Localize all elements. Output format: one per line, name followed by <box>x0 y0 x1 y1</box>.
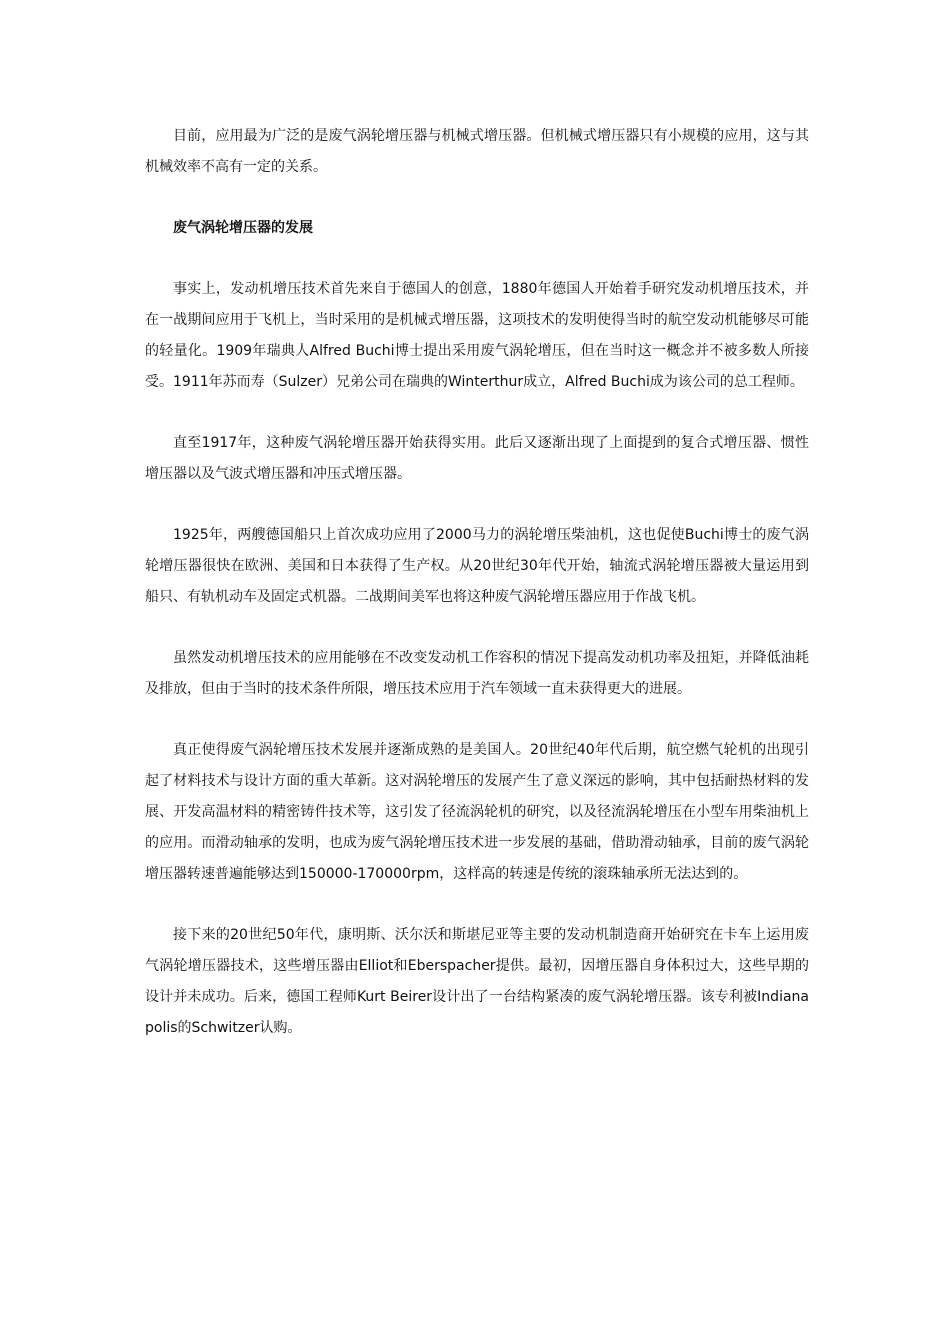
section-heading: 废气涡轮增压器的发展 <box>173 220 313 236</box>
paragraph-limitations: 虽然发动机增压技术的应用能够在不改变发动机工作容积的情况下提高发动机功率及扭矩，并降低油耗及排放，但由于当时的技术条件所限，增压技术应用于汽车领域一直未获得更大的进展。 <box>145 650 809 697</box>
paragraph-gap <box>145 705 809 735</box>
paragraph-1925: 1925年，两艘德国船只上首次成功应用了2000马力的涡轮增压柴油机，这也促使Buchi博士的废气涡轮增压器很快在欧洲、美国和日本获得了生产权。从20世纪30年代开始，轴流式涡轮增压器被大量运用到船只、有轨机动车及固定式机器。二战期间美军也将这种废气涡轮增压器应用于作战飞机。 <box>145 527 809 605</box>
paragraph-1950s: 接下来的20世纪50年代，康明斯、沃尔沃和斯堪尼亚等主要的发动机制造商开始研究在卡车上运用废气涡轮增压器技术，这些增压器由Elliot和Eberspacher提供。最初，因增压器自身体积过大，这些早期的设计并未成功。后来，德国工程师Kurt Beirer设计出了一台结构紧凑的废气涡轮增压器。该专利被Indianapolis的Schwitzer认购。 <box>145 927 809 1036</box>
document-body <box>145 121 809 1044</box>
paragraph-gap <box>145 890 809 920</box>
paragraph-gap <box>145 183 809 213</box>
paragraph-gap <box>145 613 809 643</box>
paragraph-intro: 目前，应用最为广泛的是废气涡轮增压器与机械式增压器。但机械式增压器只有小规模的应用，这与其机械效率不高有一定的关系。 <box>145 128 809 175</box>
paragraph-origin: 事实上，发动机增压技术首先来自于德国人的创意，1880年德国人开始着手研究发动机增压技术，并在一战期间应用于飞机上，当时采用的是机械式增压器，这项技术的发明使得当时的航空发动机能够尽可能的轻量化。1909年瑞典人Alfred Buchi博士提出采用废气涡轮增压，但在当时这一概念并不被多数人所接受。1911年苏而寿（Sulzer）兄弟公司在瑞典的Winterthur成立，Alfred Buchi成为该公司的总工程师。 <box>145 281 809 390</box>
paragraph-gap <box>145 244 809 274</box>
paragraph-gap <box>145 398 809 428</box>
paragraph-1917: 直至1917年，这种废气涡轮增压器开始获得实用。此后又逐渐出现了上面提到的复合式增压器、惯性增压器以及气波式增压器和冲压式增压器。 <box>145 435 809 482</box>
paragraph-gap <box>145 490 809 520</box>
paragraph-america: 真正使得废气涡轮增压技术发展并逐渐成熟的是美国人。20世纪40年代后期，航空燃气轮机的出现引起了材料技术与设计方面的重大革新。这对涡轮增压的发展产生了意义深远的影响，其中包括耐热材料的发展、开发高温材料的精密铸件技术等，这引发了径流涡轮机的研究，以及径流涡轮增压在小型车用柴油机上的应用。而滑动轴承的发明，也成为废气涡轮增压技术进一步发展的基础，借助滑动轴承，目前的废气涡轮增压器转速普遍能够达到150000-170000rpm，这样高的转速是传统的滚珠轴承所无法达到的。 <box>145 742 809 882</box>
